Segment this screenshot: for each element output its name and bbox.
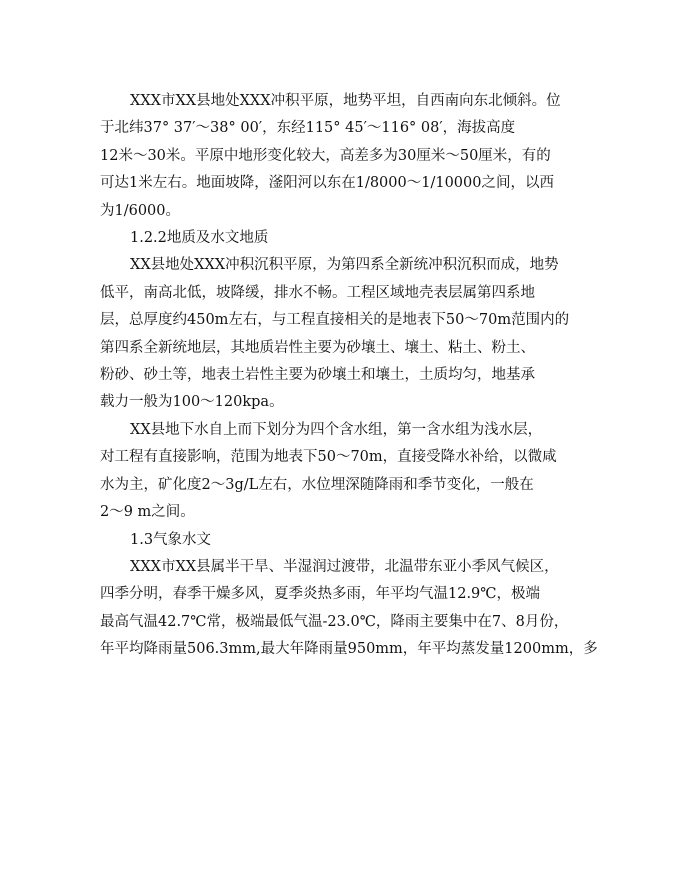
text-line: 层，总厚度约450m左右，与工程直接相关的是地表下50～70m范围内的 <box>100 312 570 329</box>
section-heading-climate: 1.3气象水文 <box>130 531 212 548</box>
text-line: 第四系全新统地层，其地质岩性主要为砂壤土、壤土、粘土、粉土、 <box>100 339 535 356</box>
text-line: 为1/6000。 <box>100 202 181 219</box>
text-line: 可达1米左右。地面坡降，滏阳河以东在1/8000～1/10000之间，以西 <box>100 175 554 192</box>
text-line: XXX市XX县地处XXX冲积平原，地势平坦，自西南向东北倾斜。位 <box>130 93 561 109</box>
text-line: 2～9 m之间。 <box>100 504 195 521</box>
text-line: 12米～30米。平原中地形变化较大，高差多为30厘米～50厘米，有的 <box>100 147 551 164</box>
text-line: XX县地处XXX冲积沉积平原，为第四系全新统冲积沉积而成，地势 <box>130 257 559 274</box>
text-line: 低平，南高北低，坡降缓，排水不畅。工程区域地壳表层属第四系地 <box>100 284 535 301</box>
text-line: XXX市XX县属半干旱、半湿润过渡带，北温带东亚小季风气候区， <box>130 558 559 575</box>
text-line: 载力一般为100～120kpa。 <box>100 394 284 411</box>
paragraph-climate <box>100 554 598 664</box>
paragraph-terrain <box>100 88 580 225</box>
text-line: 于北纬37° 37′～38° 00′，东经115° 45′～116° 08′，海拔高度 <box>100 120 516 137</box>
text-line: 对工程有直接影响，范围为地表下50～70m，直接受降水补给，以微咸 <box>100 449 557 466</box>
text-line: 年平均降雨量506.3mm,最大年降雨量950mm，年平均蒸发量1200mm，多 <box>100 641 598 658</box>
text-line: 粉砂、砂土等，地表土岩性主要为砂壤土和壤土，土质均匀，地基承 <box>100 367 535 384</box>
text-line: XX县地下水自上而下划分为四个含水组，第一含水组为浅水层， <box>130 421 543 438</box>
text-line: 四季分明，春季干燥多风，夏季炎热多雨，年平均气温12.9℃，极端 <box>100 586 541 603</box>
paragraph-groundwater <box>100 417 580 527</box>
text-line: 水为主，矿化度2～3g/L左右，水位埋深随降雨和季节变化，一般在 <box>100 476 534 493</box>
document-body <box>100 88 598 664</box>
section-heading-geology: 1.2.2地质及水文地质 <box>130 230 269 247</box>
paragraph-geology <box>100 252 580 416</box>
text-line: 最高气温42.7℃常，极端最低气温-23.0℃，降雨主要集中在7、8月份， <box>100 613 569 630</box>
